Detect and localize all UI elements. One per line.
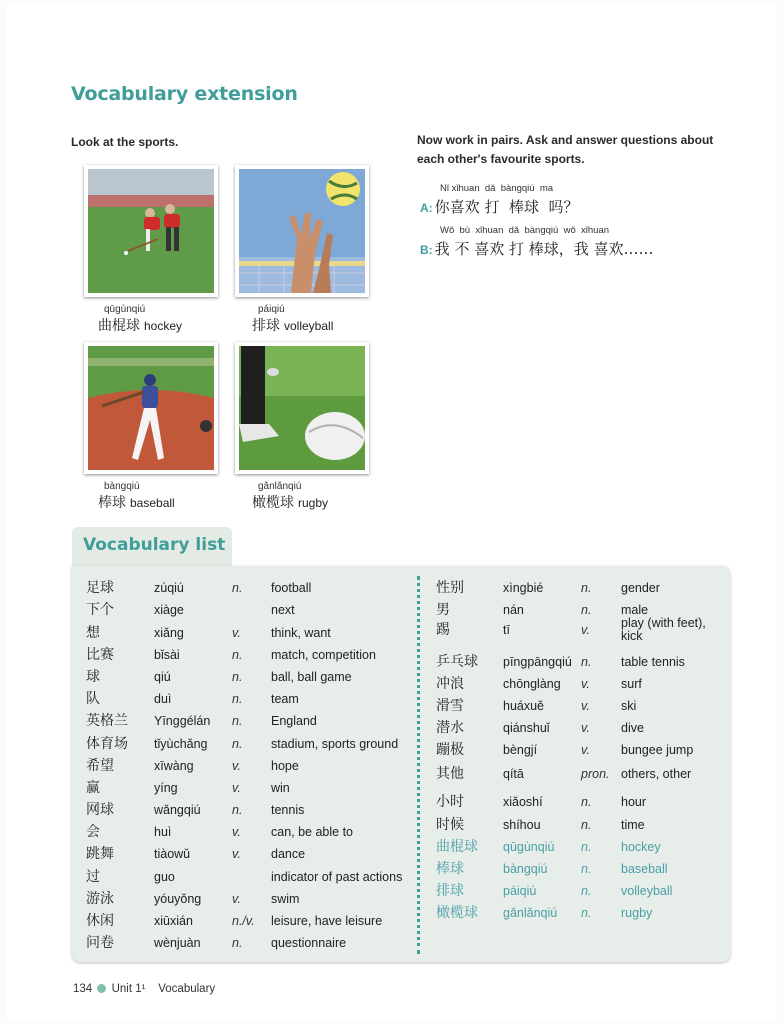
vocab-pinyin: yóuyǒng (154, 892, 202, 906)
speaker-a: A: (420, 201, 433, 215)
vocab-pinyin: yíng (154, 781, 178, 795)
volleyball-hanzi: 排球 (252, 318, 280, 334)
vocab-english: dance (271, 847, 306, 861)
vocab-hanzi: 排球 (436, 883, 464, 899)
vocab-english: match, competition (271, 648, 376, 662)
vocab-pinyin: qūgùnqiú (503, 840, 555, 854)
volleyball-photo (235, 165, 369, 297)
baseball-photo (84, 342, 218, 474)
vocab-pos: v. (581, 721, 590, 735)
vocab-hanzi: 想 (86, 625, 100, 641)
vocab-pinyin: pīngpāngqiú (503, 655, 572, 669)
vocab-english: indicator of past actions (271, 870, 403, 884)
vocab-pos: v. (232, 847, 241, 861)
vocab-pinyin: xīwàng (154, 759, 194, 773)
vocab-english: hope (271, 759, 299, 773)
vocab-pinyin: páiqiú (503, 884, 537, 898)
vocab-hanzi: 小时 (436, 794, 464, 810)
rugby-photo (235, 342, 369, 474)
rugby-pinyin: gǎnlǎnqiú (258, 481, 302, 492)
vocab-hanzi: 网球 (86, 802, 114, 818)
vocab-hanzi: 足球 (86, 580, 114, 596)
vocab-pos: n./v. (232, 914, 255, 928)
vocab-english: baseball (621, 862, 668, 876)
vocab-hanzi: 问卷 (86, 935, 114, 951)
baseball-hanzi: 棒球 (98, 495, 126, 511)
vocab-english: dive (621, 721, 644, 735)
vocab-pinyin: qítā (503, 767, 524, 781)
dialogue-b-text: 我 不 喜欢 打 棒球，我 喜欢…… (434, 240, 654, 258)
vocab-pinyin: bàngqiú (503, 862, 548, 876)
column-divider (417, 576, 420, 954)
vocab-hanzi: 休闲 (86, 913, 114, 929)
vocab-english: ball, ball game (271, 670, 352, 684)
vocabulary-list-title: Vocabulary list (83, 535, 226, 555)
vocab-english: others, other (621, 767, 692, 781)
vocab-hanzi: 球 (86, 669, 100, 685)
vocab-pinyin: wènjuàn (154, 936, 201, 950)
dialogue-a-pinyin: Nǐ xǐhuan dǎ bàngqiú ma (440, 183, 554, 194)
vocab-english: volleyball (621, 884, 673, 898)
hockey-english: hockey (144, 319, 183, 333)
vocab-english: time (621, 818, 645, 832)
vocab-pinyin: bèngjí (503, 743, 538, 757)
vocab-pinyin: guo (154, 870, 175, 884)
vocab-pinyin: huì (154, 825, 172, 839)
left-intro: Look at the sports. (71, 135, 179, 149)
vocab-english: team (271, 692, 299, 706)
vocab-pinyin: bǐsài (154, 648, 180, 662)
hockey-hanzi: 曲棍球 (98, 318, 140, 334)
vocab-pos: n. (581, 655, 592, 669)
baseball-english: baseball (130, 496, 175, 510)
vocab-english: rugby (621, 906, 653, 920)
vocab-pos: v. (232, 825, 241, 839)
baseball-pinyin: bàngqiú (104, 481, 140, 492)
page-title: Vocabulary extension (71, 83, 298, 105)
vocab-pinyin: qiánshuǐ (503, 721, 550, 735)
vocab-english: male (621, 603, 649, 617)
vocab-hanzi: 队 (86, 691, 100, 707)
vocab-pinyin: qiú (154, 670, 171, 684)
vocab-pos: v. (232, 626, 241, 640)
vocab-hanzi: 英格兰 (86, 713, 128, 729)
vocab-pinyin: xiǎoshí (503, 795, 543, 809)
vocab-english: can, be able to (271, 825, 354, 839)
vocab-pos: pron. (581, 767, 610, 781)
vocab-pinyin: zúqiú (154, 581, 184, 595)
vocab-pinyin: tī (503, 623, 510, 637)
vocab-hanzi: 踢 (436, 622, 450, 638)
vocab-english: play (with feet), kick (621, 616, 706, 643)
vocab-hanzi: 曲棍球 (436, 839, 478, 855)
vocab-pos: v. (581, 623, 590, 637)
vocab-hanzi: 其他 (436, 766, 464, 782)
vocab-pinyin: gǎnlǎnqiú (503, 906, 558, 920)
vocab-pos: n. (581, 884, 592, 898)
vocab-pos: n. (232, 803, 243, 817)
vocab-hanzi: 过 (86, 869, 100, 885)
hockey-pinyin: qūgùnqiú (104, 304, 146, 315)
vocab-pinyin: nán (503, 603, 524, 617)
vocab-pos: n. (232, 692, 243, 706)
caption-volleyball (252, 304, 333, 335)
vocab-hanzi: 跳舞 (86, 846, 114, 862)
vocab-english: win (271, 781, 290, 795)
section-label: Vocabulary (158, 983, 216, 995)
vocab-english: hour (621, 795, 647, 809)
dialogue-b-pinyin: Wǒ bù xǐhuan dǎ bàngqiú wǒ xǐhuan (440, 225, 610, 236)
dialogue-line-b (420, 225, 654, 259)
vocab-hanzi: 性别 (436, 580, 464, 596)
vocab-pos: n. (232, 737, 243, 751)
vocab-pos: v. (232, 892, 241, 906)
vocab-pos: n. (232, 714, 243, 728)
vocab-hanzi: 游泳 (86, 891, 114, 907)
vocab-pinyin: shíhou (503, 818, 541, 832)
vocab-english: bungee jump (621, 743, 694, 757)
vocab-hanzi: 时候 (436, 817, 464, 833)
volleyball-pinyin: páiqiú (258, 304, 285, 315)
vocab-english: swim (271, 892, 300, 906)
speaker-b: B: (420, 243, 433, 257)
volleyball-english: volleyball (284, 319, 334, 333)
dialogue-line-a (420, 183, 579, 217)
vocab-hanzi: 潜水 (436, 720, 464, 736)
vocab-hanzi: 蹦极 (436, 742, 464, 758)
vocab-english: leisure, have leisure (271, 914, 383, 928)
vocab-pinyin: xiàge (154, 603, 184, 617)
vocab-hanzi: 棒球 (436, 861, 464, 877)
vocab-english: tennis (271, 803, 305, 817)
vocab-pos: n. (581, 906, 592, 920)
vocab-pinyin: xìngbié (503, 581, 544, 595)
vocab-english: football (271, 581, 312, 595)
vocab-english: questionnaire (271, 936, 347, 950)
rugby-english: rugby (298, 496, 329, 510)
vocab-pos: v. (581, 699, 590, 713)
vocab-pos: v. (232, 781, 241, 795)
vocab-pinyin: duì (154, 692, 172, 706)
vocab-pinyin: xiūxián (154, 914, 193, 928)
vocab-pinyin: Yīnggélán (154, 714, 211, 728)
vocab-english: hockey (621, 840, 661, 854)
vocab-pos: n. (581, 581, 592, 595)
vocab-pos: n. (581, 603, 592, 617)
vocab-hanzi: 比赛 (86, 647, 114, 663)
vocab-english: gender (621, 581, 660, 595)
rugby-hanzi: 橄榄球 (252, 495, 294, 511)
page-number: 134 (73, 983, 93, 995)
caption-rugby (252, 481, 328, 512)
vocab-pos: n. (581, 862, 592, 876)
vocab-pos: n. (232, 648, 243, 662)
hockey-photo (84, 165, 218, 297)
vocab-hanzi: 冲浪 (436, 676, 464, 692)
vocab-hanzi: 赢 (86, 780, 100, 796)
vocab-english: next (271, 603, 295, 617)
vocab-english: ski (621, 699, 637, 713)
right-intro-line-1: Now work in pairs. Ask and answer questions about (417, 133, 714, 147)
vocab-english: table tennis (621, 655, 685, 669)
vocab-hanzi: 乒乓球 (436, 654, 478, 670)
vocab-pos: n. (232, 936, 243, 950)
vocab-pinyin: tiàowǔ (154, 847, 191, 861)
vocab-english: stadium, sports ground (271, 737, 399, 751)
bullet-icon (97, 984, 106, 993)
vocab-hanzi: 会 (86, 824, 100, 840)
vocab-pinyin: huáxuě (503, 699, 545, 713)
vocab-pinyin: wǎngqiú (154, 803, 201, 817)
vocab-hanzi: 希望 (86, 758, 114, 774)
vocab-pos: n. (232, 670, 243, 684)
right-intro-line-2: each other's favourite sports. (417, 152, 585, 166)
vocab-english: England (271, 714, 317, 728)
vocabulary-list-tab (72, 527, 232, 571)
vocab-pos: n. (581, 795, 592, 809)
vocab-pinyin: tǐyùchǎng (154, 737, 208, 751)
vocab-hanzi: 滑雪 (436, 698, 464, 714)
vocab-hanzi: 橄榄球 (436, 905, 478, 921)
dialogue-a-text: 你喜欢 打 棒球 吗？ (434, 198, 579, 216)
page-footer (73, 983, 215, 995)
unit-label: Unit 1¹ (111, 983, 146, 995)
vocab-english: think, want (271, 626, 331, 640)
vocab-hanzi: 男 (436, 602, 450, 618)
vocab-pos: n. (581, 818, 592, 832)
caption-hockey (98, 304, 182, 335)
vocab-pos: n. (581, 840, 592, 854)
vocab-hanzi: 下个 (86, 602, 114, 618)
vocab-english: surf (621, 677, 642, 691)
vocab-pos: v. (581, 743, 590, 757)
vocab-pinyin: xiǎng (154, 626, 184, 640)
caption-baseball (98, 481, 175, 512)
vocab-pos: v. (232, 759, 241, 773)
vocab-hanzi: 体育场 (86, 736, 128, 752)
vocab-pinyin: chōnglàng (503, 677, 561, 691)
vocab-pos: n. (232, 581, 243, 595)
vocab-pos: v. (581, 677, 590, 691)
